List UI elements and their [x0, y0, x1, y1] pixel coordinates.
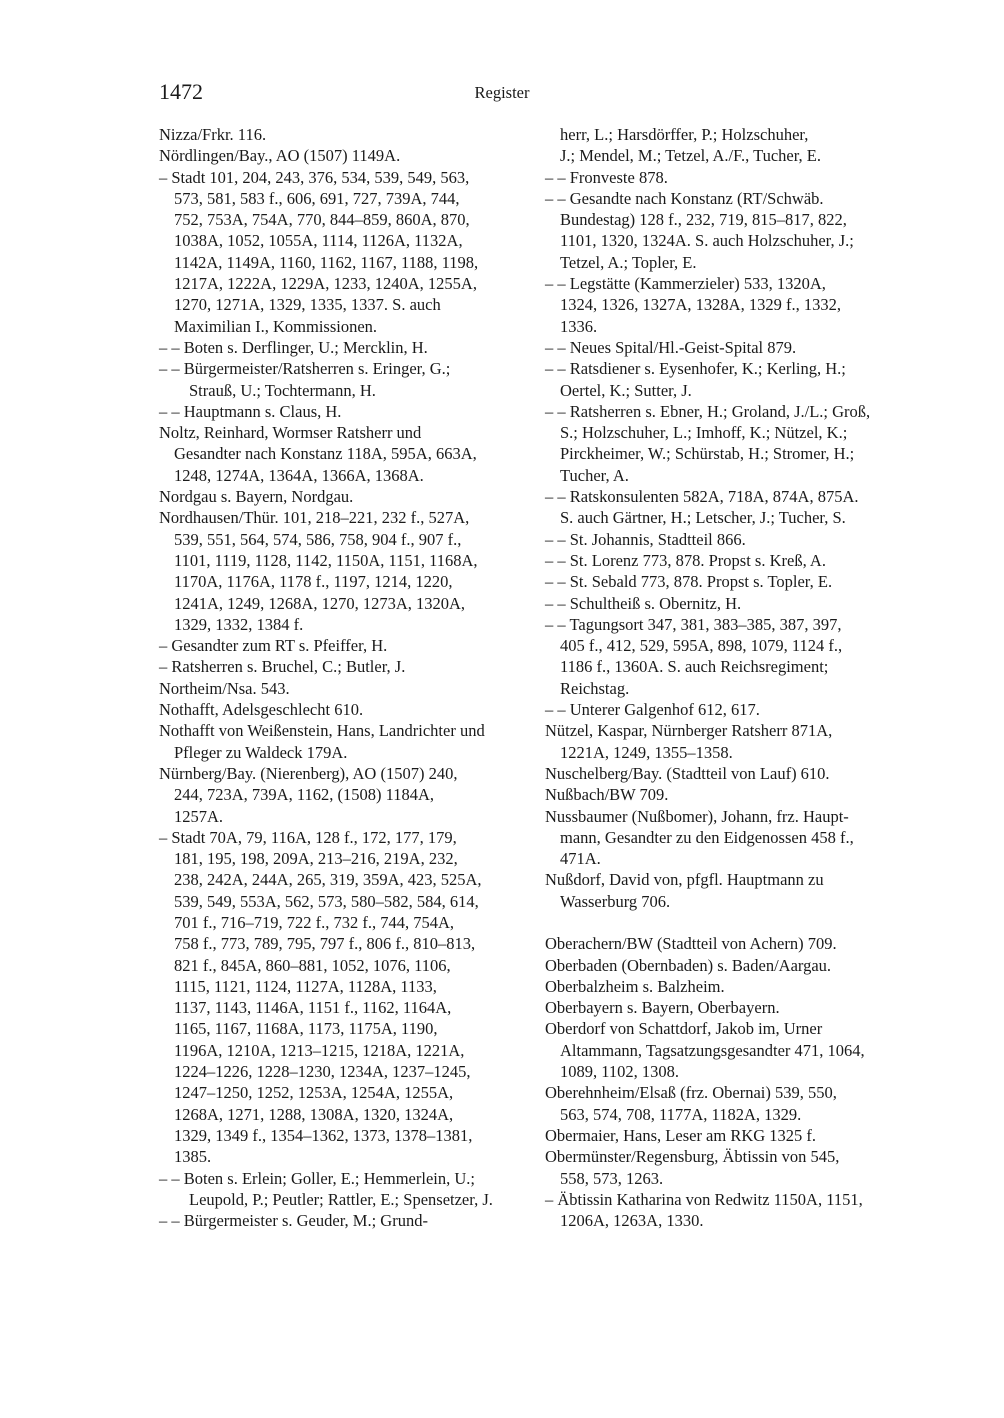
index-entry: Nothafft von Weißenstein, Hans, Landrichter und Pfleger zu Waldeck 179A. [159, 721, 485, 762]
index-entry: Oberehnheim/Elsaß (frz. Obernai) 539, 550, 563, 574, 708, 1177A, 1182A, 1329. [545, 1083, 837, 1124]
index-entry: – Äbtissin Katharina von Redwitz 1150A, 1151, 1206A, 1263A, 1330. [545, 1189, 863, 1231]
index-entry: – – St. Johannis, Stadtteil 866. [545, 529, 746, 549]
index-entry: – – Ratsdiener s. Eysenhofer, K.; Kerling, H.; Oertel, K.; Sutter, J. [545, 359, 846, 400]
index-entry: Oberachern/BW (Stadtteil von Achern) 709. [545, 934, 837, 954]
index-entry: – – Unterer Galgenhof 612, 617. [545, 700, 760, 720]
index-entry: Nützel, Kaspar, Nürnberger Ratsherr 871A, 1221A, 1249, 1355–1358. [545, 721, 833, 762]
index-entry: Northeim/Nsa. 543. [159, 678, 290, 698]
index-entry: Nördlingen/Bay., AO (1507) 1149A. [159, 146, 401, 166]
index-entry: Obermaier, Hans, Leser am RKG 1325 f. [545, 1125, 817, 1145]
index-entry: – – Bürgermeister/Ratsherren s. Eringer, G.; Strauß, U.; Tochtermann, H. [159, 359, 451, 400]
index-entry: – Ratsherren s. Bruchel, C.; Butler, J. [159, 657, 406, 677]
index-entry: Nürnberg/Bay. (Nierenberg), AO (1507) 240, 244, 723A, 739A, 1162, (1508) 1184A, 1257A. [159, 763, 458, 826]
index-entry: Oberbaden (Obernbaden) s. Baden/Aargau. [545, 955, 832, 975]
index-entry: – – Bürgermeister s. Geuder, M.; Grund- [159, 1211, 428, 1231]
index-entry: Nothafft, Adelsgeschlecht 610. [159, 700, 364, 720]
index-entry: – – Ratskonsulenten 582A, 718A, 874A, 875A. S. auch Gärtner, H.; Letscher, J.; Tucher, S. [545, 487, 859, 528]
index-entry: – – Gesandte nach Konstanz (RT/Schwäb. Bundestag) 128 f., 232, 719, 815–817, 822, 1101, 1320, 1324A. S. auch Holzschuher, J.; Tetzel, A.; Topler, E. [545, 188, 854, 272]
index-column-right [545, 124, 917, 1231]
index-entry: – Stadt 70A, 79, 116A, 128 f., 172, 177, 179, 181, 195, 198, 209A, 213–216, 219A, 232, 238, 242A, 244A, 265, 319, 359A, 423, 525A, 539, 549, 553A, 562, 573, 580–582, 584, 614, 701 f., 716–719, 722 f., 732 f., 744, 754A, 758 f., 773, 789, 795, 797 f., 806 f., 810–813, 821 f., 845A, 860–881, 1052, 1076, 1106, 1115, 1121, 1124, 1127A, 1128A, 1133, 1137, 1143, 1146A, 1151 f., 1162, 1164A, 1165, 1167, 1168A, 1173, 1175A, 1190, 1196A, 1210A, 1213–1215, 1218A, 1221A, 1224–1226, 1228–1230, 1234A, 1237–1245, 1247–1250, 1252, 1253A, 1254A, 1255A, 1268A, 1271, 1288, 1308A, 1320, 1324A, 1329, 1349 f., 1354–1362, 1373, 1378–1381, 1385. [159, 827, 482, 1167]
index-entry: – Gesandter zum RT s. Pfeiffer, H. [159, 636, 388, 656]
index-entry: Oberbayern s. Bayern, Oberbayern. [545, 998, 780, 1018]
index-entry: Nizza/Frkr. 116. [159, 125, 267, 144]
index-entry: Nordhausen/Thür. 101, 218–221, 232 f., 527A, 539, 551, 564, 574, 586, 758, 904 f., 907 f., 1101, 1119, 1128, 1142, 1150A, 1151, 1168A, 1170A, 1176A, 1178 f., 1197, 1214, 1220, 1241A, 1249, 1268A, 1270, 1273A, 1320A, 1329, 1332, 1384 f. [159, 508, 478, 634]
index-entry: Nussbaumer (Nußbomer), Johann, frz. Haupt- mann, Gesandter zu den Eidgenossen 458 f., 471A. [545, 806, 854, 869]
index-entry: Obermünster/Regensburg, Äbtissin von 545, 558, 573, 1263. [545, 1147, 840, 1188]
index-entry: – Stadt 101, 204, 243, 376, 534, 539, 549, 563, 573, 581, 583 f., 606, 691, 727, 739A, 744, 752, 753A, 754A, 770, 844–859, 860A, 870, 1038A, 1052, 1055A, 1114, 1126A, 1132A, 1142A, 1149A, 1160, 1162, 1167, 1188, 1198, 1217A, 1222A, 1229A, 1233, 1240A, 1255A, 1270, 1271A, 1329, 1335, 1337. S. auch Maximilian I., Kommissionen. [159, 167, 479, 336]
index-entry: Nußbach/BW 709. [545, 785, 669, 805]
index-entry: herr, L.; Harsdörffer, P.; Holzschuher, J.; Mendel, M.; Tetzel, A./F., Tucher, E. [560, 125, 822, 166]
index-entry: Noltz, Reinhard, Wormser Ratsherr und Gesandter nach Konstanz 118A, 595A, 663A, 1248, 1274A, 1364A, 1366A, 1368A. [159, 423, 477, 485]
index-entry: – – Fronveste 878. [545, 167, 668, 187]
index-entry: – – Boten s. Erlein; Goller, E.; Hemmerlein, U.; Leupold, P.; Peutler; Rattler, E.; Spensetzer, J. [159, 1168, 493, 1209]
index-entry: – – Boten s. Derflinger, U.; Mercklin, H. [159, 337, 428, 357]
index-entry: Nußdorf, David von, pfgfl. Hauptmann zu Wasserburg 706. [545, 870, 824, 911]
index-entry: Oberdorf von Schattdorf, Jakob im, Urner Altammann, Tagsatzungsgesandter 471, 1064, 1089, 1102, 1308. [545, 1019, 865, 1082]
index-entry: – – Tagungsort 347, 381, 383–385, 387, 397, 405 f., 412, 529, 595A, 898, 1079, 1124 f., 1186 f., 1360A. S. auch Reichsregiment; Reichstag. [545, 614, 843, 698]
index-entry: – – Schultheiß s. Obernitz, H. [545, 593, 742, 613]
index-entry: Oberbalzheim s. Balzheim. [545, 976, 725, 996]
index-column-left [159, 124, 531, 1231]
section-gap [545, 912, 917, 933]
index-entry: Nuschelberg/Bay. (Stadtteil von Lauf) 610. [545, 763, 830, 783]
index-entry: – – Hauptmann s. Claus, H. [159, 401, 342, 421]
page-number: 1472 [159, 79, 203, 104]
index-entry: Nordgau s. Bayern, Nordgau. [159, 487, 354, 507]
running-title: Register [474, 83, 530, 102]
index-entry: – – Legstätte (Kammerzieler) 533, 1320A, 1324, 1326, 1327A, 1328A, 1329 f., 1332, 1336. [545, 274, 841, 336]
index-entry: – – Neues Spital/Hl.-Geist-Spital 879. [545, 337, 797, 357]
index-entry: – – Ratsherren s. Ebner, H.; Groland, J./L.; Groß, S.; Holzschuher, L.; Imhoff, K.; Nützel, K.; Pirckheimer, W.; Schürstab, H.; Stromer, H.; Tucher, A. [545, 401, 871, 485]
index-entry: – – St. Sebald 773, 878. Propst s. Topler, E. [545, 572, 833, 592]
index-entry: – – St. Lorenz 773, 878. Propst s. Kreß, A. [545, 550, 826, 570]
